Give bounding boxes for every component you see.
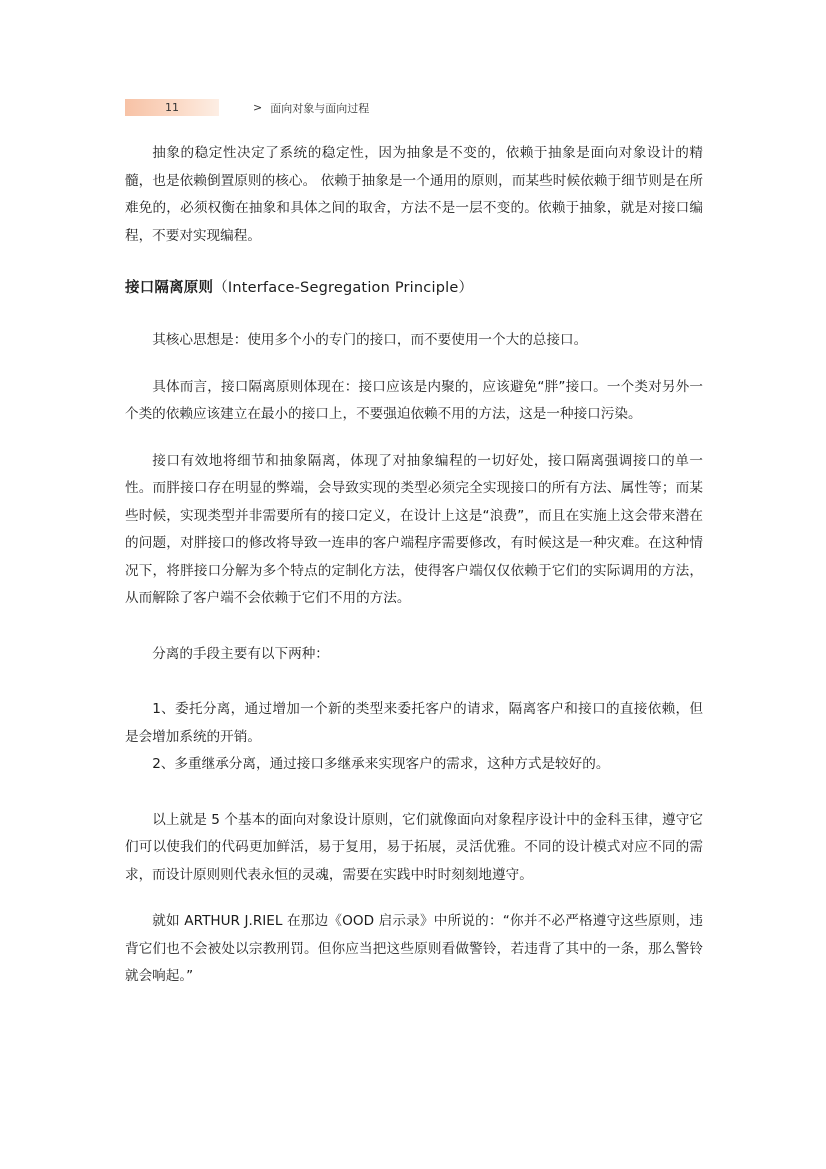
paragraph-specifics: 具体而言，接口隔离原则体现在：接口应该是内聚的，应该避免“胖”接口。一个类对另外一个类的依赖应该建立在最小的接口上，不要强迫依赖不用的方法，这是一种接口污染。 — [125, 378, 703, 422]
list-item-multiple-inheritance: 2、多重继承分离，通过接口多继承来实现客户的需求，这种方式是较好的。 — [152, 756, 610, 772]
paragraph-summary: 以上就是 5 个基本的面向对象设计原则，它们就像面向对象程序设计中的金科玉律，遵守它们可以使我们的代码更加鲜活，易于复用，易于拓展，灵活优雅。不同的设计模式对应不同的需求，而设计原则则代表永恒的灵魂，需要在实践中时时刻刻地遵守。 — [125, 811, 703, 883]
section-heading-en: （Interface-Segregation Principle） — [213, 280, 474, 296]
chapter-title: 面向对象与面向过程 — [270, 101, 370, 115]
paragraph-core-idea: 其核心思想是：使用多个小的专门的接口，而不要使用一个大的总接口。 — [152, 332, 588, 348]
paragraph-separation-methods: 分离的手段主要有以下两种： — [152, 645, 329, 662]
paragraph-abstraction-stability: 抽象的稳定性决定了系统的稳定性，因为抽象是不变的，依赖于抽象是面向对象设计的精髓，也是依赖倒置原则的核心。 依赖于抽象是一个通用的原则，而某些时候依赖于细节则是在所难免的，必须权衡在抽象和具体之间的取舍，方法不是一层不变的。依赖于抽象，就是对接口编程，不要对实现编程。 — [125, 145, 703, 244]
section-heading-cn: 接口隔离原则 — [125, 280, 214, 296]
page-number: 11 — [125, 99, 219, 116]
section-heading-isp — [125, 277, 703, 299]
list-item-delegation: 1、委托分离，通过增加一个新的类型来委托客户的请求，隔离客户和接口的直接依赖，但是会增加系统的开销。 — [125, 701, 703, 745]
paragraph-fat-interface: 接口有效地将细节和抽象隔离，体现了对抽象编程的一切好处，接口隔离强调接口的单一性。而胖接口存在明显的弊端，会导致实现的类型必须完全实现接口的所有方法、属性等；而某些时候，实现类型并非需要所有的接口定义，在设计上这是“浪费”，而且在实施上这会带来潜在的问题，对胖接口的修改将导致一连串的客户端程序需要修改，有时候这是一种灾难。在这种情况下，将胖接口分解为多个特点的定制化方法，使得客户端仅仅依赖于它们的实际调用的方法，从而解除了客户端不会依赖于它们不用的方法。 — [125, 452, 703, 606]
paragraph-quote: 就如 ARTHUR J.RIEL 在那边《OOD 启示录》中所说的：“你并不必严格遵守这些原则，违背它们也不会被处以宗教刑罚。但你应当把这些原则看做警铃，若违背了其中的一条，那么警铃就会响起。” — [125, 913, 703, 984]
chevron-right-icon: > — [253, 101, 263, 114]
page-header — [125, 99, 369, 116]
document-body — [125, 140, 703, 991]
